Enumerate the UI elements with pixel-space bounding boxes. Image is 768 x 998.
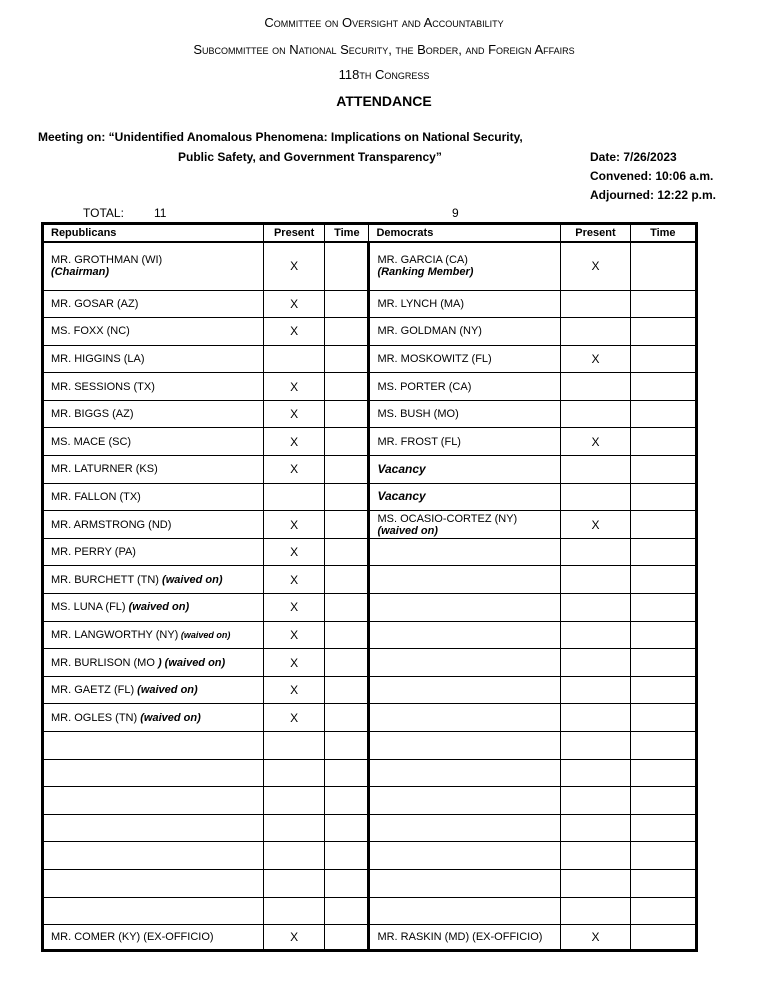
present-mark: X [264,676,325,704]
time-cell [325,511,369,539]
waived-note: (waived on) [134,684,198,697]
democrat-member: MR. GOLDMAN (NY) [369,318,561,346]
table-row [43,290,697,318]
empty-cell [630,897,696,925]
present-mark [561,676,630,704]
empty-cell [264,897,325,925]
waived-note: ) (waived on) [154,656,226,669]
table-row [43,345,697,373]
time-cell [325,345,369,373]
present-mark [561,594,630,622]
table-header [43,224,697,243]
republican-member: MR. SESSIONS (TX) [43,373,264,401]
time-cell [630,242,696,290]
table-row [43,373,697,401]
col-democrats: Democrats [369,224,561,243]
table-row [43,869,697,897]
democrat-member: MR. LYNCH (MA) [369,290,561,318]
table-row [43,400,697,428]
democrat-member [369,566,561,594]
time-cell [325,594,369,622]
member-note: (Chairman) [51,266,110,279]
empty-cell [264,759,325,787]
meeting-topic-line1: “Unidentified Anomalous Phenomena: Implications on National Security, [108,130,523,144]
table-row [43,483,697,511]
ex-officio-row [43,925,697,951]
democrat-member [369,649,561,677]
empty-cell [369,759,561,787]
empty-cell [43,814,264,842]
empty-cell [561,759,630,787]
republican-member: MR. HIGGINS (LA) [43,345,264,373]
present-mark: X [264,373,325,401]
republican-member: MS. LUNA (FL) (waived on) [43,594,264,622]
empty-cell [369,869,561,897]
meeting-date: Date: 7/26/2023 [590,150,677,164]
empty-cell [43,842,264,870]
total-label: TOTAL: [83,206,124,220]
democrat-member [369,704,561,732]
adjourned-time: Adjourned: 12:22 p.m. [590,188,717,202]
time-cell [325,621,369,649]
democrat-member: MS. BUSH (MO) [369,400,561,428]
table-row [43,242,697,290]
time-cell [630,345,696,373]
table-row [43,649,697,677]
time-cell [630,704,696,732]
time-cell [630,621,696,649]
empty-cell [369,732,561,760]
empty-cell [630,869,696,897]
time-cell [630,925,696,951]
empty-cell [264,732,325,760]
col-time-d: Time [630,224,696,243]
democrat-member [369,538,561,566]
present-mark [264,345,325,373]
time-cell [630,373,696,401]
table-row [43,732,697,760]
republican-member: MR. GAETZ (FL) (waived on) [43,676,264,704]
present-mark: X [561,925,630,951]
time-cell [630,594,696,622]
present-mark: X [264,400,325,428]
time-cell [325,538,369,566]
present-mark [561,538,630,566]
time-cell [630,676,696,704]
democrat-member: MS. PORTER (CA) [369,373,561,401]
democrat-member: MS. OCASIO-CORTEZ (NY) (waived on) [369,511,561,539]
empty-cell [630,814,696,842]
time-cell [325,704,369,732]
empty-cell [561,814,630,842]
time-cell [325,566,369,594]
republican-member: MR. ARMSTRONG (ND) [43,511,264,539]
empty-cell [325,787,369,815]
total-republicans: 11 [154,206,167,220]
convened-time: Convened: 10:06 a.m. [590,169,714,183]
time-cell [630,290,696,318]
present-mark [561,704,630,732]
present-mark: X [264,290,325,318]
present-mark: X [264,538,325,566]
time-cell [630,483,696,511]
empty-cell [561,842,630,870]
table-row [43,621,697,649]
republican-member: MR. PERRY (PA) [43,538,264,566]
table-row [43,759,697,787]
present-mark: X [264,428,325,456]
present-mark: X [264,511,325,539]
page-title: ATTENDANCE [336,93,432,109]
table-row [43,897,697,925]
present-mark: X [264,621,325,649]
republican-member: MR. GROTHMAN (WI) (Chairman) [43,242,264,290]
member-note: (Ranking Member) [377,266,474,279]
present-mark [561,566,630,594]
empty-cell [369,787,561,815]
present-mark: X [561,511,630,539]
meeting-topic-line2: Public Safety, and Government Transparency” [178,150,442,164]
empty-cell [43,732,264,760]
republican-member: MR. GOSAR (AZ) [43,290,264,318]
col-time: Time [325,224,369,243]
present-mark: X [264,704,325,732]
time-cell [325,925,369,951]
republican-member: MR. BURLISON (MO ) (waived on) [43,649,264,677]
empty-cell [369,897,561,925]
empty-cell [369,814,561,842]
table-row [43,787,697,815]
democrat-member: Vacancy [369,483,561,511]
time-cell [325,676,369,704]
present-mark [561,621,630,649]
present-mark: X [264,318,325,346]
empty-cell [630,759,696,787]
democrat-ex-officio: MR. RASKIN (MD) (EX-OFFICIO) [369,925,561,951]
empty-cell [561,732,630,760]
democrat-member [369,676,561,704]
empty-cell [561,787,630,815]
present-mark: X [264,925,325,951]
member-note: (waived on) [377,524,438,537]
table-row [43,428,697,456]
waived-note: (waived on) [178,629,231,640]
empty-cell [561,869,630,897]
time-cell [630,649,696,677]
table-row [43,594,697,622]
republican-member: MR. LATURNER (KS) [43,456,264,484]
table-row [43,814,697,842]
present-mark [561,400,630,428]
republican-member: MR. LANGWORTHY (NY) (waived on) [43,621,264,649]
empty-cell [325,814,369,842]
attendance-table [41,222,698,952]
empty-cell [561,897,630,925]
time-cell [630,400,696,428]
col-republicans: Republicans [43,224,264,243]
time-cell [325,456,369,484]
republican-member: MR. BIGGS (AZ) [43,400,264,428]
time-cell [325,400,369,428]
meeting-label: Meeting on: “Unidentified Anomalous Phenomena: Implications on National Security, [38,130,523,144]
present-mark [561,290,630,318]
time-cell [630,566,696,594]
waived-note: (waived on) [125,601,190,614]
empty-cell [325,897,369,925]
democrat-member: MR. GARCIA (CA) (Ranking Member) [369,242,561,290]
time-cell [325,649,369,677]
congress: 118th Congress [338,67,430,82]
time-cell [325,373,369,401]
empty-cell [43,759,264,787]
committee-name: Committee on Oversight and Accountability [264,15,504,30]
republican-member: MR. OGLES (TN) (waived on) [43,704,264,732]
empty-cell [43,787,264,815]
table-row [43,676,697,704]
empty-cell [630,787,696,815]
empty-cell [325,869,369,897]
empty-cell [264,814,325,842]
republican-member: MR. FALLON (TX) [43,483,264,511]
empty-cell [325,732,369,760]
time-cell [630,456,696,484]
present-mark [561,373,630,401]
present-mark: X [264,566,325,594]
empty-cell [325,759,369,787]
present-mark [561,483,630,511]
time-cell [630,511,696,539]
table-row [43,511,697,539]
table-row [43,318,697,346]
present-mark: X [264,242,325,290]
present-mark [561,649,630,677]
time-cell [630,318,696,346]
democrat-member: MR. MOSKOWITZ (FL) [369,345,561,373]
present-mark [561,456,630,484]
present-mark [561,318,630,346]
total-democrats: 9 [452,206,459,220]
table-row [43,704,697,732]
republican-member: MS. FOXX (NC) [43,318,264,346]
democrat-member: MR. FROST (FL) [369,428,561,456]
empty-cell [630,842,696,870]
waived-note: (waived on) [158,573,223,586]
col-present-d: Present [561,224,630,243]
table-row [43,456,697,484]
table-row [43,842,697,870]
subcommittee-name: Subcommittee on National Security, the Border, and Foreign Affairs [193,42,575,57]
present-mark: X [561,345,630,373]
republican-member: MR. BURCHETT (TN) (waived on) [43,566,264,594]
democrat-member: Vacancy [369,456,561,484]
present-mark: X [561,428,630,456]
time-cell [630,428,696,456]
present-mark: X [264,456,325,484]
empty-cell [264,787,325,815]
empty-cell [630,732,696,760]
time-cell [325,242,369,290]
empty-cell [43,869,264,897]
democrat-member [369,621,561,649]
present-mark: X [264,649,325,677]
empty-cell [264,842,325,870]
waived-note: (waived on) [137,711,201,724]
table-row [43,538,697,566]
empty-cell [325,842,369,870]
empty-cell [369,842,561,870]
time-cell [325,428,369,456]
col-present: Present [264,224,325,243]
time-cell [325,483,369,511]
republican-ex-officio: MR. COMER (KY) (EX-OFFICIO) [43,925,264,951]
time-cell [325,318,369,346]
empty-cell [264,869,325,897]
time-cell [630,538,696,566]
present-mark: X [561,242,630,290]
empty-cell [43,897,264,925]
republican-member: MS. MACE (SC) [43,428,264,456]
democrat-member [369,594,561,622]
present-mark [264,483,325,511]
time-cell [325,290,369,318]
table-row [43,566,697,594]
present-mark: X [264,594,325,622]
